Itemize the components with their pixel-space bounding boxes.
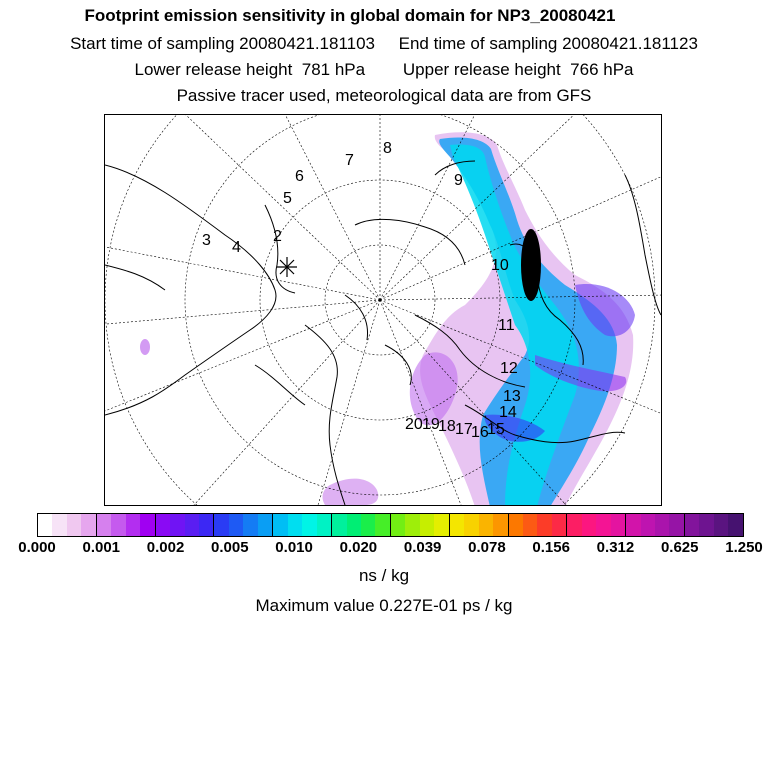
colorbar-segment [523, 514, 537, 536]
colorbar-tick-label: 0.078 [468, 539, 506, 556]
release-site-marker [277, 257, 297, 277]
colorbar-segment [626, 514, 640, 536]
colorbar-segment [347, 514, 361, 536]
colorbar-tick-label: 0.312 [596, 539, 635, 556]
colorbar-segment [332, 514, 346, 536]
colorbar-tick-label: 0.010 [275, 539, 313, 556]
colorbar-units: ns / kg [358, 566, 410, 585]
colorbar-segment [156, 514, 170, 536]
colorbar-segment [81, 514, 96, 536]
colorbar-segment [537, 514, 551, 536]
colorbar-segment [479, 514, 493, 536]
colorbar-segment [273, 514, 287, 536]
colorbar-segment [552, 514, 567, 536]
colorbar-segment [258, 514, 273, 536]
trajectory-label-3: 3 [202, 232, 211, 249]
colorbar-segment [199, 514, 214, 536]
colorbar-segment [714, 514, 728, 536]
colorbar-segment [288, 514, 302, 536]
colorbar-segment [391, 514, 405, 536]
trajectory-label-17: 17 [455, 421, 473, 438]
colorbar-segment [243, 514, 257, 536]
colorbar-segment [170, 514, 184, 536]
trajectory-label-7: 7 [345, 152, 354, 169]
colorbar-segment [229, 514, 243, 536]
colorbar-segment [52, 514, 66, 536]
tracer-info-line: Passive tracer used, meteorological data are from GFS [176, 86, 592, 105]
colorbar-segment [567, 514, 581, 536]
colorbar-segment [375, 514, 390, 536]
colorbar-segment [302, 514, 316, 536]
footprint-map [104, 114, 662, 506]
colorbar-segment [97, 514, 111, 536]
trajectory-label-19: 19 [422, 416, 440, 433]
colorbar-segment [493, 514, 508, 536]
colorbar-segment [185, 514, 199, 536]
trajectory-label-20: 20 [405, 416, 423, 433]
trajectory-label-2: 2 [273, 228, 282, 245]
plot-title: Footprint emission sensitivity in global domain for NP3_20080421 [84, 6, 616, 25]
colorbar-tick-label: 0.020 [339, 539, 378, 556]
colorbar-segment [509, 514, 523, 536]
colorbar-segment [214, 514, 228, 536]
colorbar-tick-label: 0.002 [146, 539, 185, 556]
colorbar-segment [140, 514, 155, 536]
colorbar-segment [669, 514, 684, 536]
colorbar-segment [596, 514, 610, 536]
trajectory-label-10: 10 [491, 257, 509, 274]
colorbar-segment [405, 514, 419, 536]
trajectory-label-12: 12 [500, 360, 518, 377]
colorbar-segment [699, 514, 713, 536]
trajectory-label-13: 13 [503, 388, 521, 405]
trajectory-label-15: 15 [487, 421, 505, 438]
colorbar-segment [655, 514, 669, 536]
colorbar-segment [641, 514, 655, 536]
colorbar-tick-label: 0.001 [82, 539, 121, 556]
trajectory-label-16: 16 [471, 424, 489, 441]
trajectory-label-11: 11 [498, 317, 515, 334]
colorbar-tick-label: 0.625 [660, 539, 699, 556]
colorbar-segment [38, 514, 52, 536]
colorbar-tick-label: 0.000 [18, 539, 56, 556]
colorbar-tick-label: 0.156 [532, 539, 570, 556]
trajectory-label-18: 18 [438, 418, 456, 435]
colorbar-segment [67, 514, 81, 536]
colorbar-tick-label: 1.250 [725, 539, 763, 556]
colorbar-segment [317, 514, 332, 536]
sampling-time-line: Start time of sampling 20080421.181103 End time of sampling 20080421.181123 [70, 34, 698, 53]
colorbar-segment [126, 514, 140, 536]
trajectory-label-8: 8 [383, 140, 392, 157]
trajectory-label-9: 9 [454, 172, 463, 189]
colorbar-segment [728, 514, 742, 536]
colorbar-tick-label: 0.039 [403, 539, 442, 556]
trajectory-label-5: 5 [283, 190, 292, 207]
colorbar-segment [450, 514, 464, 536]
release-height-line: Lower release height 781 hPa Upper release height 766 hPa [134, 60, 634, 79]
trajectory-label-14: 14 [499, 404, 517, 421]
colorbar-tick-label: 0.005 [211, 539, 249, 556]
colorbar-segment [111, 514, 125, 536]
trajectory-label-4: 4 [232, 239, 241, 256]
colorbar-segment [361, 514, 375, 536]
trajectory-label-6: 6 [295, 168, 304, 185]
colorbar [37, 513, 744, 537]
map-canvas [105, 115, 661, 505]
maximum-value-label: Maximum value 0.227E-01 ps / kg [255, 596, 513, 615]
colorbar-segment [582, 514, 596, 536]
colorbar-segment [420, 514, 434, 536]
colorbar-segment [434, 514, 449, 536]
colorbar-segment [611, 514, 626, 536]
colorbar-segment [464, 514, 478, 536]
colorbar-segment [685, 514, 699, 536]
